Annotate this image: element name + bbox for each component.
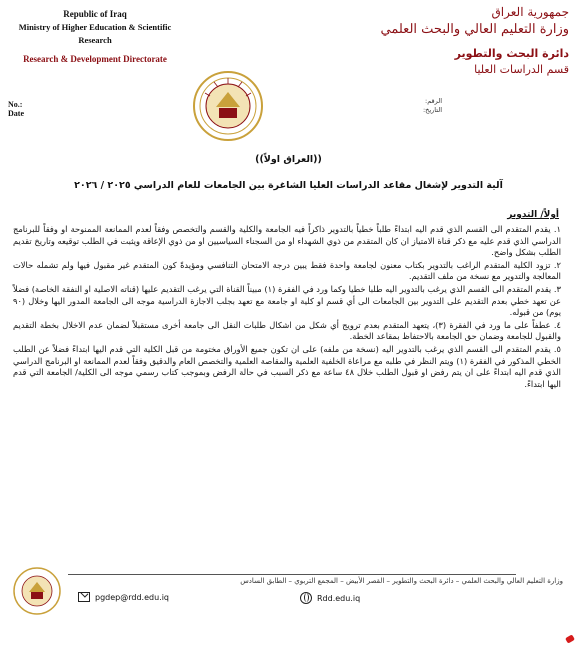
header-arabic-department: قسم الدراسات العليا: [474, 63, 569, 76]
footer-address: وزارة التعليم العالي والبحث العلمي – دائرة البحث والتطوير – القصر الأبيض – المجمع التربوي – الطابق السادس: [240, 577, 563, 585]
ministry-seal-logo: [192, 70, 264, 142]
paragraph-number: ٢.: [553, 259, 562, 270]
header-english: [10, 8, 180, 66]
footer-website-link[interactable]: Rdd.edu.iq: [317, 593, 361, 603]
paragraph-5: [13, 344, 561, 390]
ref-date-label: التاريخ:: [422, 106, 442, 114]
envelope-icon: [78, 592, 90, 602]
globe-icon: [300, 592, 312, 604]
paragraph-number: ٣.: [553, 283, 562, 294]
footer-email-block: [78, 592, 169, 602]
header-ministry-cont: Research: [78, 35, 112, 45]
document-title: آلية التدوير لإشغال مقاعد الدراسات العليا الشاغرة بين الجامعات للعام الدراسي ٢٠٢٥ / ٢٠٢٦: [74, 180, 503, 191]
paragraph-text: يقدم المتقدم الى القسم الذي يرغب بالتدوير اليه (نسخة من ملفه) على ان تكون جميع الأوراق مختومة من قبل الكلية التي قدم اليها ابتداءً فضلاً عن الطلب الخطي المذكور في الفقرة (١) ويتم النظر في طلبه مع مراعاة الخلفية العلمية والمقاصة العلمية والتخصص العام والدقيق وفقاً لعدم الممانعة او البرنامج الدراسي الذي قدم اليه ابتداءً على ان يتم رفض او قبول الطلب خلال ٤٨ ساعة مع ذكر السبب في حالة الرفض وبموجب كتاب رسمي موجه الى الكلية/ الجامعة التي قدم اليها ابتداءً.: [13, 343, 561, 389]
footer-web-block: [300, 592, 360, 604]
document-body: [13, 224, 561, 391]
document-motto: ((العراق اولاً)): [255, 154, 322, 165]
header-country: Republic of Iraq: [63, 9, 127, 19]
paragraph-4: [13, 320, 561, 343]
section-heading: أولاً/ التدوير: [507, 210, 559, 220]
number-date-labels: [8, 100, 24, 118]
paragraph-2: [13, 260, 561, 283]
header-directorate: Research & Development Directorate: [23, 54, 167, 64]
date-label: Date: [8, 109, 24, 118]
header-arabic-directorate: دائرة البحث والتطوير: [454, 47, 569, 60]
paragraph-number: ٥.: [553, 343, 562, 354]
paragraph-text: يقدم المتقدم الى القسم الذي يرغب بالتدوير اليه طلبا خطيا وكما ورد في الفقرة (١) مبيناً القناة التي يرغب التقديم عليها (قناته الاصلية او النفقة الخاصة) فضلاً عن تعهد خطي بعدم التقديم على التدوير بين الجامعات الى أي قسم او كلية او جامعة مع تعهد بجلب الاجازة الدراسية موجه الى الجامعة المدور اليها وخلال (٩٠ يوم) من قبوله.: [13, 283, 561, 318]
ref-date-labels-arabic: [423, 97, 442, 115]
header-arabic: [369, 4, 569, 78]
paragraph-1: [13, 224, 561, 259]
paragraph-number: ٤.: [553, 319, 561, 330]
paragraph-text: يقدم المتقدم الى القسم الذي قدم اليه ابتداءً طلباً خطياً بالتدوير ذاكراً فيه الجامعة والكلية والقسم والتخصص وفقاً لعدم الممانعة الممنوحة او وفقاً للبرنامج الدراسي الذي قدم عليه مع ذكر قناة الامتياز ان كان المتقدم من ذوي الشهداء او من السجناء السياسيين او من ذوي الإعاقة ويثبت في الطلب توقيعه وتاريخ تقديم الطلب بشكل واضح.: [13, 224, 561, 258]
footer-divider: [68, 574, 516, 575]
paragraph-number: ١.: [553, 224, 561, 234]
footer-seal-logo: [12, 566, 62, 616]
paragraph-3: [13, 284, 561, 319]
header-arabic-country: جمهورية العراق: [491, 5, 569, 19]
header-ministry: Ministry of Higher Education & Scientific: [18, 22, 172, 32]
red-ink-mark: [565, 634, 575, 643]
paragraph-text: تزود الكلية المتقدم الراغب بالتدوير بكتاب معنون لجامعة واحدة فقط يبين درجة الامتحان التنافسي ومؤيدةً كون المتقدم غير مقبول فيها ولم تشمله حالات المعالجة والتدوير مع نسخة من ملف التقديم.: [13, 259, 561, 282]
ref-label: الرقم:: [425, 97, 442, 105]
paragraph-text: عطفاً على ما ورد في الفقرة (٣)، يتعهد المتقدم بعدم ترويج أي شكل من اشكال طلبات النقل الى جامعة أخرى مستقبلاً لضمان عدم الاخلال بخطة التقديم والقبول للجامعة وضمان حق الجامعة بالاحتفاظ بمقاعد الخطة.: [13, 319, 561, 342]
header-arabic-ministry: وزارة التعليم العالي والبحث العلمي: [380, 22, 569, 37]
number-label: No.:: [8, 100, 23, 109]
footer-email-link[interactable]: pgdep@rdd.edu.iq: [95, 592, 169, 602]
